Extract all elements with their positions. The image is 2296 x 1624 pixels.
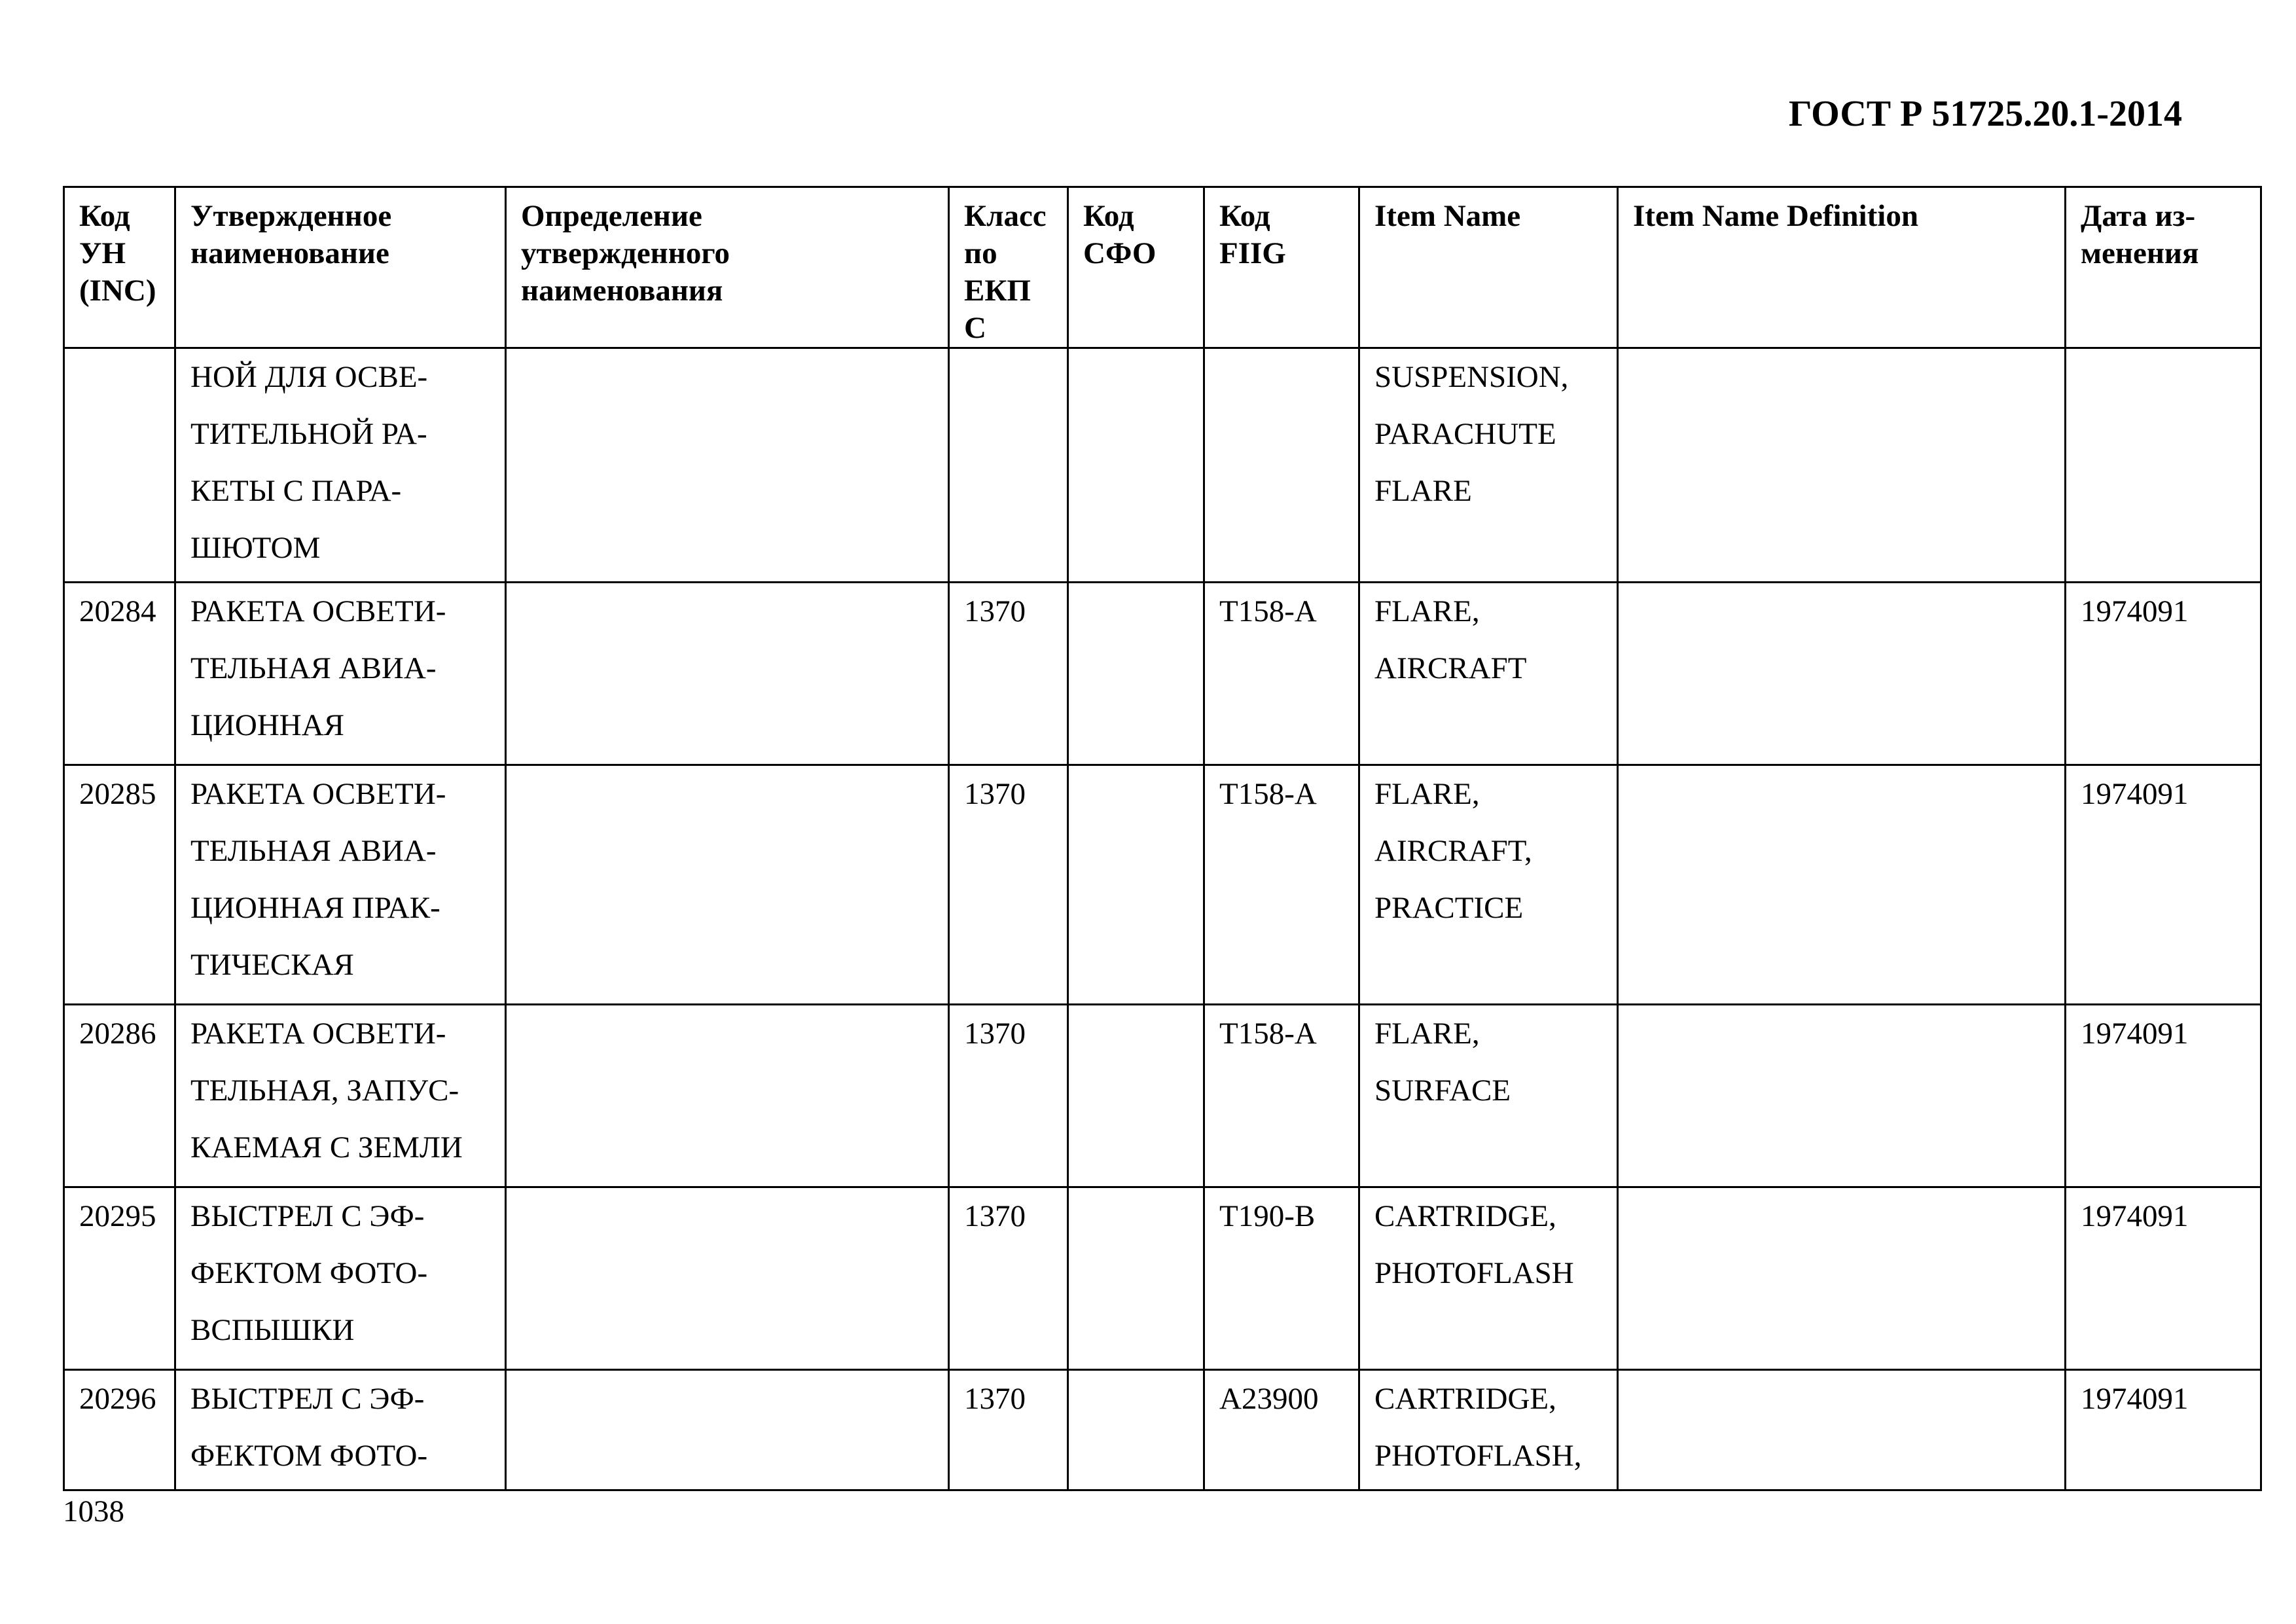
cell-change-date: 1974091 bbox=[2066, 1187, 2261, 1370]
cell-name-definition bbox=[506, 348, 949, 583]
cell-inc bbox=[64, 348, 175, 583]
cell-name-definition bbox=[506, 1370, 949, 1490]
cell-approved-name: НОЙ ДЛЯ ОСВЕ- ТИТЕЛЬНОЙ РА- КЕТЫ С ПАРА- ШЮТОМ bbox=[175, 348, 506, 583]
data-table bbox=[63, 186, 2262, 1491]
cell-name-definition bbox=[506, 1187, 949, 1370]
cell-change-date: 1974091 bbox=[2066, 1370, 2261, 1490]
column-header-item-name: Item Name bbox=[1359, 187, 1618, 348]
cell-class: 1370 bbox=[949, 1005, 1068, 1187]
cell-item-name: SUSPENSION, PARACHUTE FLARE bbox=[1359, 348, 1618, 583]
column-header-inc: Код УН (INC) bbox=[64, 187, 175, 348]
cell-item-name-definition bbox=[1618, 583, 2066, 765]
cell-name-definition bbox=[506, 583, 949, 765]
cell-sfo bbox=[1068, 1187, 1204, 1370]
table-row bbox=[64, 348, 2261, 583]
cell-approved-name: РАКЕТА ОСВЕТИ- ТЕЛЬНАЯ АВИА- ЦИОННАЯ ПРАК- ТИЧЕСКАЯ bbox=[175, 765, 506, 1005]
cell-item-name: CARTRIDGE, PHOTOFLASH bbox=[1359, 1187, 1618, 1370]
table-row bbox=[64, 765, 2261, 1005]
table-header-row bbox=[64, 187, 2261, 348]
cell-sfo bbox=[1068, 583, 1204, 765]
table-row bbox=[64, 1370, 2261, 1490]
cell-approved-name: ВЫСТРЕЛ С ЭФ- ФЕКТОМ ФОТО- ВСПЫШКИ bbox=[175, 1187, 506, 1370]
column-header-name-definition: Определение утвержденного наименования bbox=[506, 187, 949, 348]
cell-fiig: T158-A bbox=[1204, 583, 1359, 765]
cell-item-name: CARTRIDGE, PHOTOFLASH, bbox=[1359, 1370, 1618, 1490]
cell-inc: 20285 bbox=[64, 765, 175, 1005]
cell-fiig: T158-A bbox=[1204, 765, 1359, 1005]
table-row bbox=[64, 583, 2261, 765]
cell-change-date bbox=[2066, 348, 2261, 583]
cell-class: 1370 bbox=[949, 1370, 1068, 1490]
cell-class: 1370 bbox=[949, 583, 1068, 765]
cell-fiig: A23900 bbox=[1204, 1370, 1359, 1490]
cell-name-definition bbox=[506, 765, 949, 1005]
cell-fiig: T158-A bbox=[1204, 1005, 1359, 1187]
cell-sfo bbox=[1068, 765, 1204, 1005]
cell-class bbox=[949, 348, 1068, 583]
cell-class: 1370 bbox=[949, 1187, 1068, 1370]
cell-change-date: 1974091 bbox=[2066, 765, 2261, 1005]
cell-item-name-definition bbox=[1618, 1187, 2066, 1370]
cell-item-name: FLARE, AIRCRAFT bbox=[1359, 583, 1618, 765]
cell-sfo bbox=[1068, 1005, 1204, 1187]
cell-item-name: FLARE, AIRCRAFT, PRACTICE bbox=[1359, 765, 1618, 1005]
cell-sfo bbox=[1068, 1370, 1204, 1490]
cell-class: 1370 bbox=[949, 765, 1068, 1005]
cell-change-date: 1974091 bbox=[2066, 1005, 2261, 1187]
column-header-approved-name: Утвержденное наименование bbox=[175, 187, 506, 348]
cell-sfo bbox=[1068, 348, 1204, 583]
column-header-sfo: Код СФО bbox=[1068, 187, 1204, 348]
cell-inc: 20296 bbox=[64, 1370, 175, 1490]
cell-fiig: T190-B bbox=[1204, 1187, 1359, 1370]
cell-inc: 20286 bbox=[64, 1005, 175, 1187]
cell-inc: 20284 bbox=[64, 583, 175, 765]
table-row bbox=[64, 1187, 2261, 1370]
cell-item-name-definition bbox=[1618, 765, 2066, 1005]
table-row bbox=[64, 1005, 2261, 1187]
cell-name-definition bbox=[506, 1005, 949, 1187]
column-header-item-name-definition: Item Name Definition bbox=[1618, 187, 2066, 348]
cell-item-name: FLARE, SURFACE bbox=[1359, 1005, 1618, 1187]
cell-approved-name: РАКЕТА ОСВЕТИ- ТЕЛЬНАЯ АВИА- ЦИОННАЯ bbox=[175, 583, 506, 765]
cell-item-name-definition bbox=[1618, 1370, 2066, 1490]
cell-change-date: 1974091 bbox=[2066, 583, 2261, 765]
cell-approved-name: РАКЕТА ОСВЕТИ- ТЕЛЬНАЯ, ЗАПУС- КАЕМАЯ С ЗЕМЛИ bbox=[175, 1005, 506, 1187]
page-number: 1038 bbox=[63, 1494, 124, 1528]
column-header-class: Класс по ЕКП С bbox=[949, 187, 1068, 348]
cell-item-name-definition bbox=[1618, 1005, 2066, 1187]
cell-item-name-definition bbox=[1618, 348, 2066, 583]
cell-inc: 20295 bbox=[64, 1187, 175, 1370]
cell-fiig bbox=[1204, 348, 1359, 583]
document-header: ГОСТ Р 51725.20.1-2014 bbox=[1788, 94, 2182, 134]
cell-approved-name: ВЫСТРЕЛ С ЭФ- ФЕКТОМ ФОТО- bbox=[175, 1370, 506, 1490]
column-header-fiig: Код FIIG bbox=[1204, 187, 1359, 348]
column-header-change-date: Дата из- менения bbox=[2066, 187, 2261, 348]
